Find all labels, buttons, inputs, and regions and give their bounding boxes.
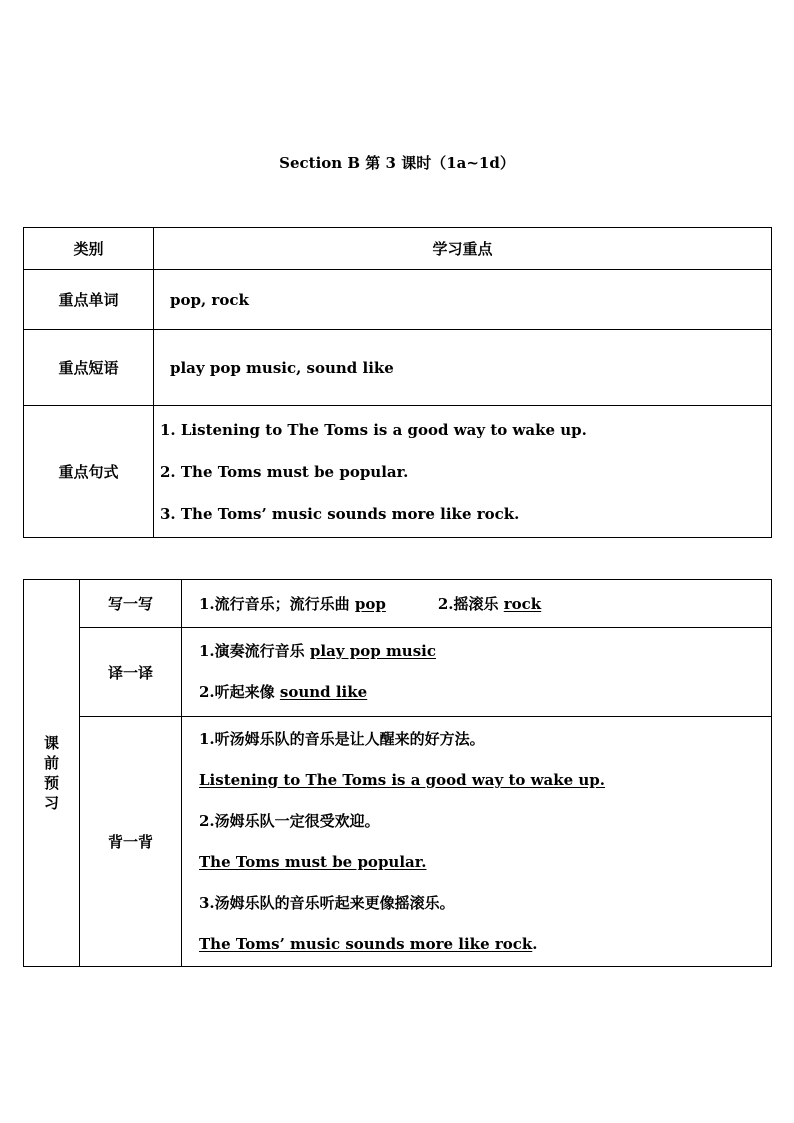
write-row [24,580,772,628]
translate-row [24,628,772,717]
recite-content [182,717,772,967]
recite-label: 背一背 [80,717,182,967]
translate-prompt-1: 1.演奏流行音乐 [199,642,310,660]
recite-answer-1-text: Listening to The Toms is a good way to wake up. [199,770,606,789]
recite-answer-3-text: The Toms’ music sounds more like rock [199,934,533,953]
translate-answer-2: sound like [279,683,368,701]
side-label: 课前预习 [43,734,59,812]
translate-line-2 [199,672,771,713]
recite-answer-2-text: The Toms must be popular. [199,852,427,871]
table-row [24,406,772,538]
write-answer-1: pop [354,595,386,613]
row-category: 重点句式 [24,406,154,538]
write-answer-2: rock [503,595,542,613]
recite-row [24,717,772,967]
write-content [182,580,772,628]
translate-prompt-2: 2.听起来像 [199,683,280,701]
row-content: play pop music, sound like [154,330,772,406]
sentence: 3. The Toms’ music sounds more like rock. [160,504,520,523]
header-focus: 学习重点 [154,228,772,270]
sentence: 1. Listening to The Toms is a good way to wake up. [160,420,587,439]
table-row [24,270,772,330]
write-label: 写一写 [80,580,182,628]
recite-question-2: 2.汤姆乐队一定很受欢迎。 [199,811,380,830]
write-prompt-2: 2.摇滚乐 [437,595,504,613]
translate-content [182,628,772,717]
preview-table [23,579,772,967]
recite-answer-1 [199,760,771,801]
recite-answer-3-period: . [532,934,538,953]
focus-table [23,227,772,538]
recite-question-1: 1.听汤姆乐队的音乐是让人醒来的好方法。 [199,729,485,748]
row-category: 重点单词 [24,270,154,330]
sentence: 2. The Toms must be popular. [160,462,409,481]
header-category: 类别 [24,228,154,270]
translate-answer-1: play pop music [309,642,436,660]
translate-line-1 [199,631,771,672]
row-content: pop, rock [154,270,772,330]
sentence-list [154,406,772,538]
side-label-cell [24,580,80,967]
recite-answer-3 [199,924,771,965]
write-prompt-1: 1.流行音乐；流行乐曲 [199,595,355,613]
table-header-row [24,228,772,270]
recite-answer-2 [199,842,771,883]
table-row [24,330,772,406]
row-category: 重点短语 [24,330,154,406]
recite-question-3: 3.汤姆乐队的音乐听起来更像摇滚乐。 [199,893,455,912]
translate-label: 译一译 [80,628,182,717]
page-title: Section B 第 3 课时（1a~1d） [279,154,515,172]
